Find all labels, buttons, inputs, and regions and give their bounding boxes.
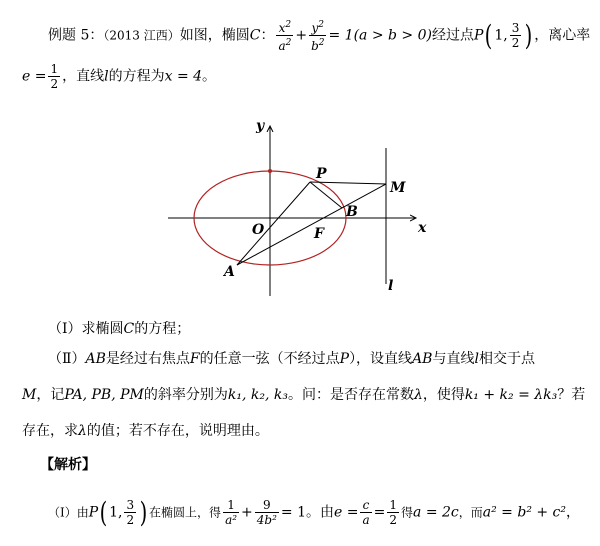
part1-rest: 的方程； (134, 321, 191, 337)
line-desc: ，直线 (62, 68, 105, 85)
label-o: O (252, 222, 265, 238)
part1-label: （Ⅰ）求椭圆 (48, 321, 124, 337)
problem-line-1: 例题 5：（2013 江西）如图，椭圆C： $\frac{x^2}{a^2}$ + $\frac{y^2}{b^2}$ = 1(a > b > 0)经过点P( 1, $\frac{3}{2}$ ) ，离心率 (48, 18, 591, 53)
part2-line-3: 存在，求λ的值；若不存在，说明理由。 (22, 423, 269, 439)
frac-3-2: $\frac{3}{2}$ (511, 21, 520, 50)
passes-text: 经过点 (431, 27, 474, 44)
frac-1-2: $\frac{1}{2}$ (50, 62, 59, 91)
line-l: l (104, 68, 109, 85)
problem-source: （2013 江西） (103, 28, 180, 43)
label-a: A (224, 264, 235, 280)
frac-y2-b2: $\frac{y^2}{b^2}$ (311, 20, 325, 53)
label-l: l (388, 278, 394, 294)
colon: ： (260, 27, 275, 44)
line-p-a (237, 182, 310, 265)
frac-x2-a2: $\frac{x^2}{a^2}$ (278, 20, 292, 53)
top-vertex-dot (268, 169, 272, 173)
label-m: M (390, 180, 406, 196)
e-lhs: e = (22, 68, 47, 85)
eccentricity-text: ，离心率 (534, 27, 591, 44)
problem-label: 例题 5： (48, 27, 104, 44)
part2-line-2: M，记PA, PB, PM的斜率分别为k₁, k₂, k₃。问：是否存在常数λ，使得k₁ + k₂ = λk₃？若 (22, 387, 586, 403)
ellipse-eq: = 1(a > b > 0) (328, 27, 432, 44)
period: 。 (202, 68, 217, 85)
ellipse-name: C (249, 27, 261, 44)
part2-line-1: （Ⅱ）AB是经过右焦点F的任意一弦（不经过点P），设直线AB与直线l相交于点 (48, 351, 535, 367)
line-eq: x = 4 (164, 68, 203, 85)
solution-heading: 【解析】 (40, 457, 96, 473)
part1-line (48, 322, 190, 336)
line-eq-text: 的方程为 (108, 68, 165, 85)
label-p: P (316, 166, 327, 182)
problem-intro: 如图，椭圆 (179, 27, 250, 44)
label-x: x (418, 220, 427, 236)
p-x: 1, (494, 27, 508, 44)
label-f: F (314, 226, 324, 242)
point-p: P (473, 27, 484, 44)
solution-line-1: （Ⅰ）由P( 1, $\frac{3}{2}$ ) 在椭圆上，得 $\frac{1}{\text{a²}}$ + $\frac{9}{\text{4b²}}$ = 1。由e = $\frac{c}{a}$ = $\frac{1}{2}$ 得a = 2c，而a² = b² + c²， (48, 495, 581, 529)
part1-c: C (123, 321, 135, 337)
label-y: y (256, 118, 265, 134)
label-b: B (346, 204, 358, 220)
